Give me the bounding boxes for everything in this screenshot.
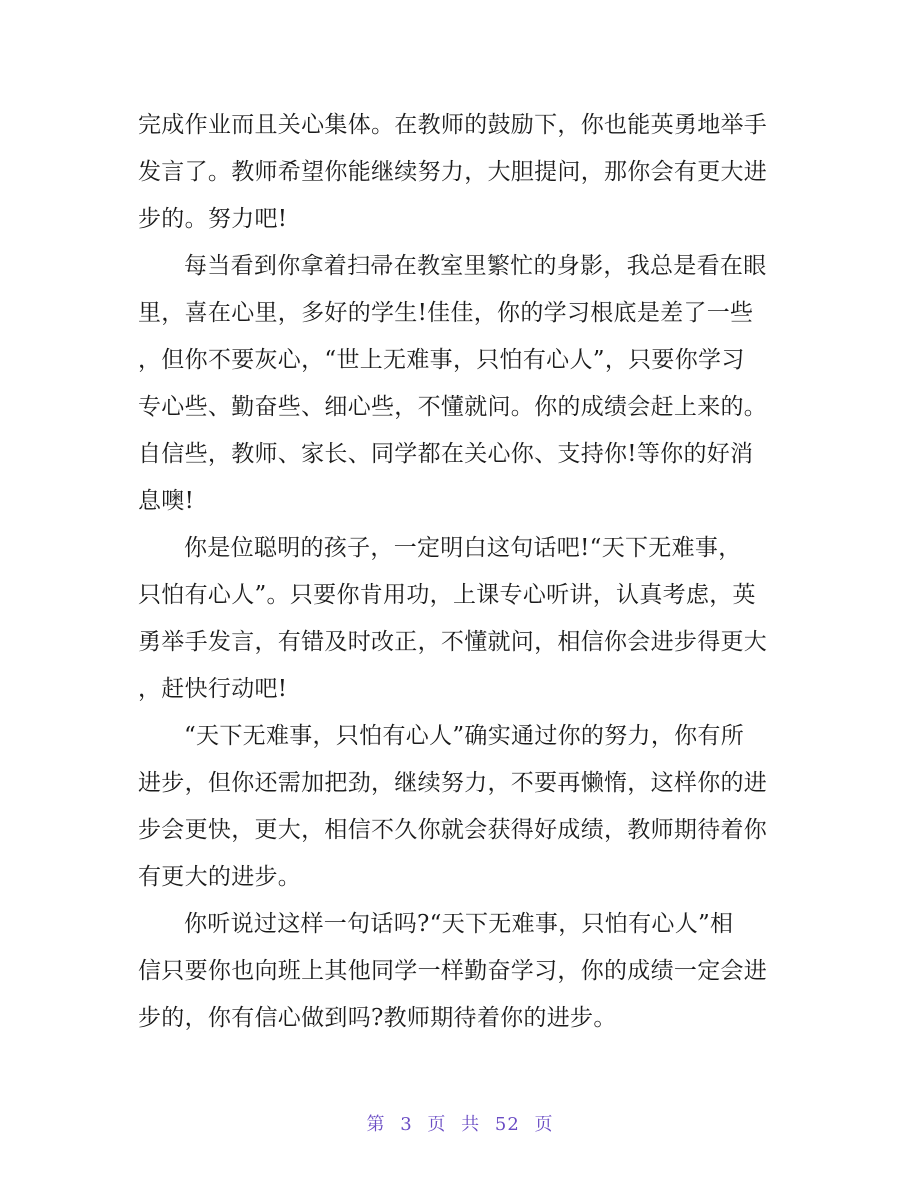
text-line: 只怕有心人”。只要你肯用功，上课专心听讲，认真考虑，英 [138, 582, 756, 608]
total-page-count: 52 [494, 1114, 520, 1135]
paragraph-5 [138, 901, 786, 1042]
text-line: ，但你不要灰心，“世上无难事，只怕有心人”，只要你学习 [138, 347, 745, 373]
paragraph-4 [138, 713, 786, 901]
footer-suffix: 页 [534, 1114, 554, 1135]
text-line: 专心些、勤奋些、细心些，不懂就问。你的成绩会赶上来的。 [138, 394, 768, 420]
text-line: 每当看到你拿着扫帚在教室里繁忙的身影，我总是看在眼 [184, 253, 767, 279]
text-line: 进步，但你还需加把劲，继续努力，不要再懒惰，这样你的进 [138, 770, 768, 796]
text-line: 勇举手发言，有错及时改正，不懂就问，相信你会进步得更大 [138, 629, 768, 655]
text-line: 你听说过这样一句话吗?“天下无难事，只怕有心人”相 [184, 911, 734, 937]
paragraph-2 [138, 243, 786, 525]
page-number-footer [0, 1110, 920, 1136]
footer-total-word: 共 [461, 1114, 481, 1135]
text-line: 步的。努力吧! [138, 206, 288, 232]
footer-prefix: 第 [366, 1114, 386, 1135]
text-line: 步会更快，更大，相信不久你就会获得好成绩，教师期待着你 [138, 817, 768, 843]
paragraph-1 [138, 102, 786, 243]
text-line: 步的，你有信心做到吗?教师期待着你的进步。 [138, 1005, 617, 1031]
current-page-number: 3 [400, 1114, 413, 1135]
text-line: 自信些，教师、家长、同学都在关心你、支持你!等你的好消 [138, 441, 754, 467]
text-line: 里，喜在心里，多好的学生!佳佳，你的学习根底是差了一些 [138, 300, 754, 326]
text-line: 完成作业而且关心集体。在教师的鼓励下，你也能英勇地举手 [138, 112, 768, 138]
text-line: “天下无难事，只怕有心人”确实通过你的努力，你有所 [184, 723, 745, 749]
text-line: 信只要你也向班上其他同学一样勤奋学习，你的成绩一定会进 [138, 958, 768, 984]
text-line: 发言了。教师希望你能继续努力，大胆提问，那你会有更大进 [138, 159, 768, 185]
text-line: ，赶快行动吧! [138, 676, 288, 702]
document-body [138, 102, 786, 1042]
paragraph-3 [138, 525, 786, 713]
footer-page-word: 页 [427, 1114, 447, 1135]
text-line: 有更大的进步。 [138, 864, 302, 890]
text-line: 息噢! [138, 488, 195, 514]
text-line: 你是位聪明的孩子，一定明白这句话吧!“天下无难事， [184, 535, 742, 561]
